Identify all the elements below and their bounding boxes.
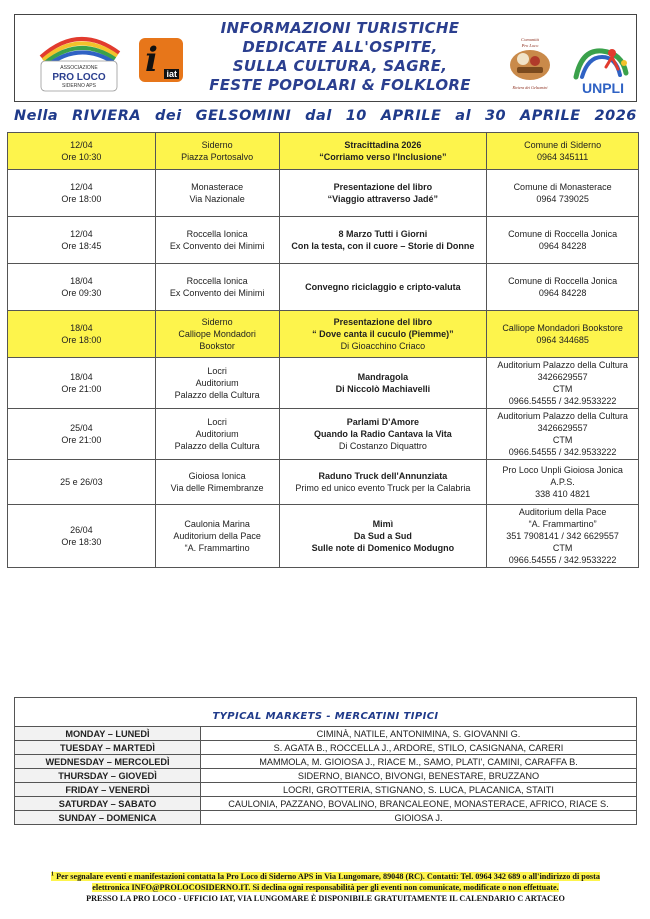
market-places: LOCRI, GROTTERIA, STIGNANO, S. LUCA, PLACANICA, STAITI (201, 783, 637, 797)
event-contact-line: Calliope Mondadori Bookstore (502, 323, 623, 333)
event-contact-cell (487, 505, 639, 568)
event-place-line: Bookstor (199, 341, 235, 351)
market-row (15, 797, 637, 811)
event-place-line: Auditorium (195, 378, 239, 388)
event-title-cell (279, 133, 487, 170)
event-title-cell (279, 358, 487, 409)
event-contact-line: Pro Loco Unpli Gioiosa Jonica A.P.S. (502, 465, 623, 487)
event-contact-line: 0966.54555 / 342.9533222 (508, 396, 617, 406)
event-contact-line: 0964 84228 (538, 288, 587, 298)
market-row (15, 769, 637, 783)
market-row (15, 811, 637, 825)
event-date-line: 12/04 (70, 140, 93, 150)
event-place-cell (155, 358, 279, 409)
event-place-cell (155, 460, 279, 505)
event-place-line: Locri (207, 366, 227, 376)
event-place-line: Monasterace (191, 182, 244, 192)
markets-title: TYPICAL MARKETS - MERCATINI TIPICI (212, 711, 439, 722)
proloco-logo (33, 27, 125, 95)
banner-word: APRILE (520, 108, 581, 124)
event-contact-line: 0966.54555 / 342.9533222 (508, 555, 617, 565)
market-day: FRIDAY – VENERDÌ (15, 783, 201, 797)
event-place-line: Siderno (201, 140, 233, 150)
banner-word: RIVIERA (72, 108, 142, 124)
event-date-line: Ore 18:30 (61, 537, 102, 547)
event-place-cell (155, 217, 279, 264)
footer-line2-suffix: . Si declina ogni responsabilità per gli eventi non comunicate, modificate o non effettuate. (248, 882, 559, 892)
event-contact-cell (487, 409, 639, 460)
event-row (8, 409, 639, 460)
event-date-line: 26/04 (70, 525, 93, 535)
market-day: MONDAY – LUNEDÌ (15, 727, 201, 741)
event-row (8, 217, 639, 264)
market-places: S. AGATA B., ROCCELLA J., ARDORE, STILO, CASIGNANA, CARERI (201, 741, 637, 755)
event-title-line: Di Gioacchino Criaco (340, 341, 426, 351)
event-date-line: 18/04 (70, 323, 93, 333)
event-title-line: Parlami D'Amore (346, 417, 419, 427)
event-place-line: Ex Convento dei Minimi (169, 288, 265, 298)
event-contact-cell (487, 217, 639, 264)
event-contact-line: 351 7908141 / 342 6629557 (506, 531, 619, 541)
event-title-cell (279, 409, 487, 460)
chef-line2: Pro Loco (521, 43, 539, 48)
event-row (8, 505, 639, 568)
market-day: WEDNESDAY – MERCOLEDÌ (15, 755, 201, 769)
event-date-line: 12/04 (70, 229, 93, 239)
market-day: TUESDAY – MARTEDÌ (15, 741, 201, 755)
event-date-line: Ore 10:30 (61, 152, 102, 162)
event-title-line: “ Dove canta il cuculo (Piemme)” (312, 329, 454, 339)
event-date-line: Ore 18:00 (61, 194, 102, 204)
event-title-line: Di Niccolò Machiavelli (335, 384, 431, 394)
event-place-line: Ex Convento dei Minimi (169, 241, 265, 251)
market-row (15, 783, 637, 797)
event-row (8, 170, 639, 217)
event-contact-line: Auditorium Palazzo della Cultura (497, 360, 628, 370)
event-date-line: Ore 18:00 (61, 335, 102, 345)
footer-note (14, 869, 637, 904)
event-title-cell (279, 264, 487, 311)
market-places: CIMINÀ, NATILE, ANTONIMINA, S. GIOVANNI G. (201, 727, 637, 741)
header-title (190, 19, 490, 95)
event-place-cell (155, 133, 279, 170)
proloco-line3: SIDERNO APS (62, 83, 96, 89)
market-places: SIDERNO, BIANCO, BIVONGI, BENESTARE, BRUZZANO (201, 769, 637, 783)
event-row (8, 311, 639, 358)
market-day: SUNDAY – DOMENICA (15, 811, 201, 825)
banner-word: APRILE (380, 108, 442, 124)
event-date-cell (8, 264, 156, 311)
event-date-line: Ore 09:30 (61, 288, 102, 298)
event-contact-line: Comune di Roccella Jonica (508, 229, 618, 239)
event-contact-line: 0966.54555 / 342.9533222 (508, 447, 617, 457)
unpli-logo (568, 43, 638, 98)
event-contact-line: CTM (552, 435, 573, 445)
iat-letter: i (145, 40, 158, 80)
banner-word: 30 (484, 108, 507, 124)
event-date-line: 25 e 26/03 (60, 477, 103, 487)
event-date-line: Ore 18:45 (61, 241, 102, 251)
header-title-line: INFORMAZIONI TURISTICHE (220, 19, 460, 37)
event-place-line: Via Nazionale (189, 194, 245, 204)
event-date-line: 25/04 (70, 423, 93, 433)
event-title-line: Mimì (372, 519, 394, 529)
event-contact-cell (487, 358, 639, 409)
event-title-cell (279, 311, 487, 358)
footer-line2-prefix: elettronica (92, 882, 132, 892)
event-contact-line: 0964 84228 (538, 241, 587, 251)
markets-table (14, 726, 637, 825)
footer-line1-text: Per segnalare eventi e manifestazioni contatta la Pro Loco di Siderno APS in Via Lungomare, 89048 (RC). Contatti: Tel. 0964 342 689 o all'indirizzo di posta (56, 871, 600, 881)
event-contact-cell (487, 170, 639, 217)
event-contact-line: Comune di Siderno (524, 140, 602, 150)
event-place-cell (155, 505, 279, 568)
event-title-line: Mandragola (357, 372, 409, 382)
event-title-line: Da Sud a Sud (353, 531, 412, 541)
event-place-cell (155, 264, 279, 311)
event-place-line: Palazzo della Cultura (174, 441, 260, 451)
event-contact-line: 0964 345111 (536, 152, 589, 162)
event-row (8, 264, 639, 311)
event-place-cell (155, 170, 279, 217)
event-date-line: Ore 21:00 (61, 435, 102, 445)
event-contact-cell (487, 264, 639, 311)
banner-word: dei (155, 108, 182, 124)
event-title-line: Primo ed unico evento Truck per la Calabria (295, 483, 471, 493)
event-title-cell (279, 505, 487, 568)
header-title-line: SULLA CULTURA, SAGRE, (232, 57, 448, 75)
footer-line1 (14, 869, 637, 882)
market-places: MAMMOLA, M. GIOIOSA J., RIACE M., SAMO, PLATI', CAMINI, CARAFFA B. (201, 755, 637, 769)
event-contact-cell (487, 460, 639, 505)
event-place-line: Gioiosa Ionica (188, 471, 246, 481)
event-date-line: Ore 21:00 (61, 384, 102, 394)
footer-line2 (14, 882, 637, 893)
event-place-line: Roccella Ionica (186, 229, 248, 239)
event-place-line: Locri (207, 417, 227, 427)
event-date-cell (8, 460, 156, 505)
footer-email-link[interactable]: INFO@PROLOCOSIDERNO.IT (131, 882, 249, 892)
event-contact-line: 338 410 4821 (535, 489, 591, 499)
banner-word: dal (305, 108, 332, 124)
event-date-cell (8, 217, 156, 264)
event-date-cell (8, 133, 156, 170)
event-row (8, 460, 639, 505)
unpli-text: UNPLI (582, 80, 624, 96)
event-place-cell (155, 311, 279, 358)
event-row (8, 133, 639, 170)
event-place-line: Auditorium (195, 429, 239, 439)
chef-logo (499, 35, 561, 95)
header-title-line: DEDICATE ALL'OSPITE, (242, 38, 438, 56)
event-date-cell (8, 409, 156, 460)
event-contact-line: Auditorium Palazzo della Cultura (497, 411, 628, 421)
event-date-cell (8, 505, 156, 568)
events-table (7, 132, 639, 568)
event-contact-line: Comune di Monasterace (513, 182, 612, 192)
proloco-line1: ASSOCIAZIONE (60, 65, 98, 71)
event-place-line: Piazza Portosalvo (181, 152, 254, 162)
event-date-cell (8, 358, 156, 409)
event-place-line: Via delle Rimembranze (170, 483, 264, 493)
event-contact-line: 0964 344685 (536, 335, 589, 345)
event-title-line: “Corriamo verso l'Inclusione” (319, 152, 447, 162)
iat-logo (139, 38, 183, 82)
event-contact-line: 3426629557 (537, 423, 588, 433)
header-box (14, 14, 637, 102)
market-row (15, 755, 637, 769)
iat-tag: iat (166, 69, 177, 79)
event-title-line: Raduno Truck dell'Annunziata (318, 471, 448, 481)
event-date-line: 18/04 (70, 276, 93, 286)
header-title-line: FESTE POPOLARI & FOLKLORE (209, 76, 471, 94)
event-place-cell (155, 409, 279, 460)
market-places: CAULONIA, PAZZANO, BOVALINO, BRANCALEONE, MONASTERACE, AFRICO, RIACE S. (201, 797, 637, 811)
event-title-line: 8 Marzo Tutti i Giorni (338, 229, 428, 239)
banner-word: GELSOMINI (195, 108, 292, 124)
event-contact-line: CTM (552, 384, 573, 394)
event-title-cell (279, 460, 487, 505)
event-contact-line: “A. Frammartino” (528, 519, 597, 529)
event-place-line: Calliope Mondadori (178, 329, 256, 339)
event-date-line: 12/04 (70, 182, 93, 192)
market-day: THURSDAY – GIOVEDÌ (15, 769, 201, 783)
event-place-line: Auditorium della Pace (173, 531, 261, 541)
event-title-cell (279, 170, 487, 217)
market-row (15, 727, 637, 741)
chef-line3: Riviera dei Gelsomini (512, 85, 548, 90)
chef-line1: Comunità (521, 37, 539, 42)
event-title-line: “Viaggio attraverso Jadé” (327, 194, 439, 204)
banner-word: 10 (345, 108, 367, 124)
footer-line3: PRESSO LA PRO LOCO - UFFICIO IAT, VIA LUNGOMARE È DISPONIBILE GRATUITAMENTE IL CALENDARIO C ARTACEO (86, 893, 565, 903)
event-title-line: Stracittadina 2026 (344, 140, 422, 150)
event-row (8, 358, 639, 409)
footer-sup: 1 (51, 871, 55, 877)
event-title-line: Sulle note di Domenico Modugno (311, 543, 455, 553)
event-title-line: Di Costanzo Diquattro (338, 441, 427, 451)
event-place-line: Palazzo della Cultura (174, 390, 260, 400)
banner-word: al (455, 108, 472, 124)
market-day: SATURDAY – SABATO (15, 797, 201, 811)
event-title-line: Con la testa, con il cuore – Storie di Donne (291, 241, 475, 251)
market-row (15, 741, 637, 755)
event-place-line: Caulonia Marina (184, 519, 250, 529)
event-title-line: Convegno riciclaggio e cripto-valuta (305, 282, 461, 292)
event-contact-cell (487, 133, 639, 170)
event-place-line: Siderno (201, 317, 233, 327)
event-title-line: Quando la Radio Cantava la Vita (313, 429, 452, 439)
event-date-line: 18/04 (70, 372, 93, 382)
event-contact-line: Comune di Roccella Jonica (508, 276, 618, 286)
event-place-line: Roccella Ionica (186, 276, 248, 286)
proloco-line2: PRO LOCO (52, 72, 106, 83)
event-place-line: “A. Frammartino (184, 543, 250, 553)
banner-word: Nella (14, 108, 59, 124)
event-contact-line: Auditorium della Pace (518, 507, 607, 517)
event-title-line: Presentazione del libro (333, 182, 433, 192)
event-contact-line: 3426629557 (537, 372, 588, 382)
banner-word: 2026 (594, 108, 637, 124)
event-contact-line: CTM (552, 543, 573, 553)
event-title-line: Presentazione del libro (333, 317, 433, 327)
event-contact-line: 0964 739025 (536, 194, 589, 204)
event-date-cell (8, 170, 156, 217)
event-contact-cell (487, 311, 639, 358)
event-date-cell (8, 311, 156, 358)
market-places: GIOIOSA J. (201, 811, 637, 825)
event-title-cell (279, 217, 487, 264)
period-banner (14, 108, 637, 124)
